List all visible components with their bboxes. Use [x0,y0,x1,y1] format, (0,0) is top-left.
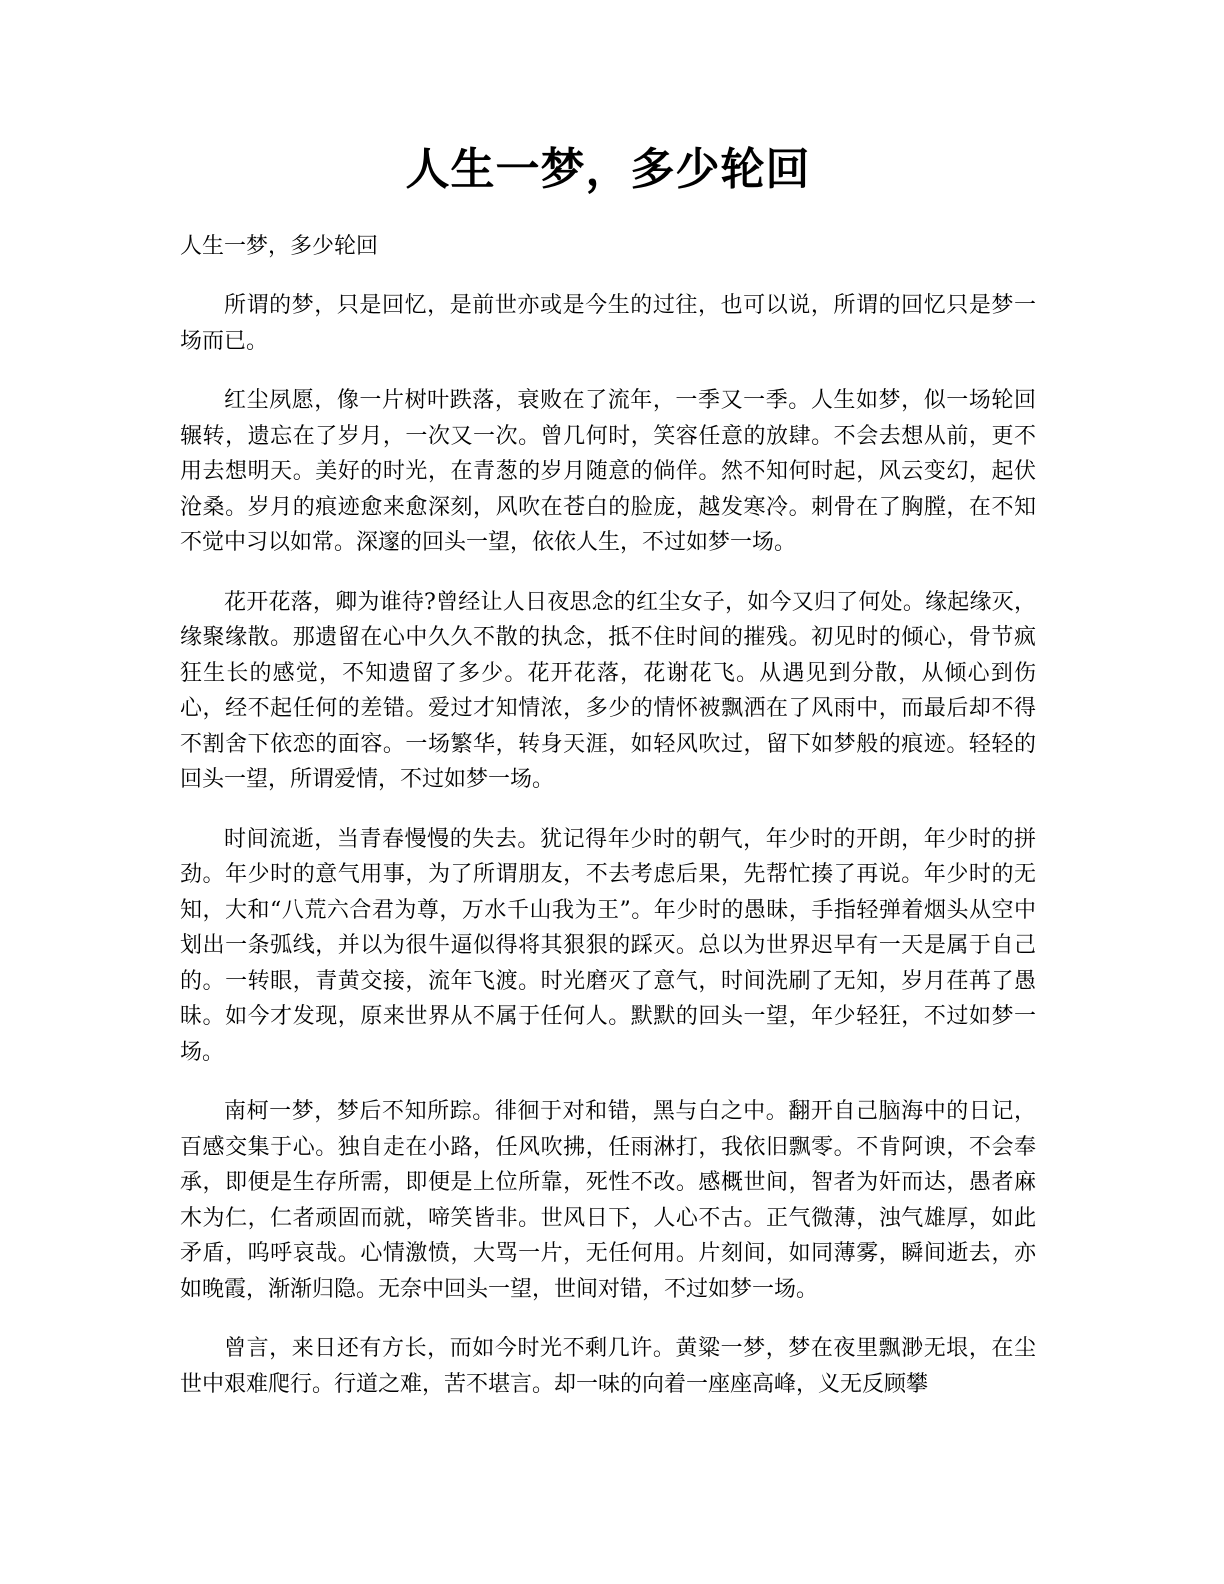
document-page [180,140,1036,1426]
paragraph-2: 红尘夙愿，像一片树叶跌落，衰败在了流年，一季又一季。人生如梦，似一场轮回辗转，遗忘在了岁月，一次又一次。曾几何时，笑容任意的放肆。不会去想从前，更不用去想明天。美好的时光，在青葱的岁月随意的倘佯。然不知何时起，风云变幻，起伏沧桑。岁月的痕迹愈来愈深刻，风吹在苍白的脸庞，越发寒冷。刺骨在了胸膛，在不知不觉中习以如常。深邃的回头一望，依依人生，不过如梦一场。 [180,388,1036,555]
document-title: 人生一梦，多少轮回 [405,144,811,195]
paragraph-1: 所谓的梦，只是回忆，是前世亦或是今生的过往，也可以说，所谓的回忆只是梦一场而已。 [180,293,1036,354]
paragraph-5: 南柯一梦，梦后不知所踪。徘徊于对和错，黑与白之中。翻开自己脑海中的日记，百感交集于心。独自走在小路，任风吹拂，任雨淋打，我依旧飘零。不肯阿谀，不会奉承，即便是生存所需，即便是上位所靠，死性不改。感概世间，智者为奸而达，愚者麻木为仁，仁者顽固而就，啼笑皆非。世风日下，人心不古。正气微薄，浊气雄厚，如此矛盾，呜呼哀哉。心情激愤，大骂一片，无任何用。片刻间，如同薄雾，瞬间逝去，亦如晚霞，渐渐归隐。无奈中回头一望，世间对错，不过如梦一场。 [180,1099,1036,1302]
paragraph-6: 曾言，来日还有方长，而如今时光不剩几许。黄粱一梦，梦在夜里飘渺无垠，在尘世中艰难爬行。行道之难，苦不堪言。却一味的向着一座座高峰，义无反顾攀 [180,1336,1036,1397]
paragraph-4: 时间流逝，当青春慢慢的失去。犹记得年少时的朝气，年少时的开朗，年少时的拼劲。年少时的意气用事，为了所谓朋友，不去考虑后果，先帮忙揍了再说。年少时的无知，大和“八荒六合君为尊，万水千山我为王”。年少时的愚昧，手指轻弹着烟头从空中划出一条弧线，并以为很牛逼似得将其狠狠的踩灭。总以为世界迟早有一天是属于自己的。一转眼，青黄交接，流年飞渡。时光磨灭了意气，时间洗刷了无知，岁月荏苒了愚昧。如今才发现，原来世界从不属于任何人。默默的回头一望，年少轻狂，不过如梦一场。 [180,826,1036,1065]
document-subtitle: 人生一梦，多少轮回 [180,234,379,259]
paragraph-3: 花开花落，卿为谁待?曾经让人日夜思念的红尘女子，如今又归了何处。缘起缘灭，缘聚缘散。那遗留在心中久久不散的执念，抵不住时间的摧残。初见时的倾心，骨节疯狂生长的感觉，不知遗留了多少。花开花落，花谢花飞。从遇见到分散，从倾心到伤心，经不起任何的差错。爱过才知情浓，多少的情怀被飘洒在了风雨中，而最后却不得不割舍下依恋的面容。一场繁华，转身天涯，如轻风吹过，留下如梦般的痕迹。轻轻的回头一望，所谓爱情，不过如梦一场。 [180,589,1036,792]
